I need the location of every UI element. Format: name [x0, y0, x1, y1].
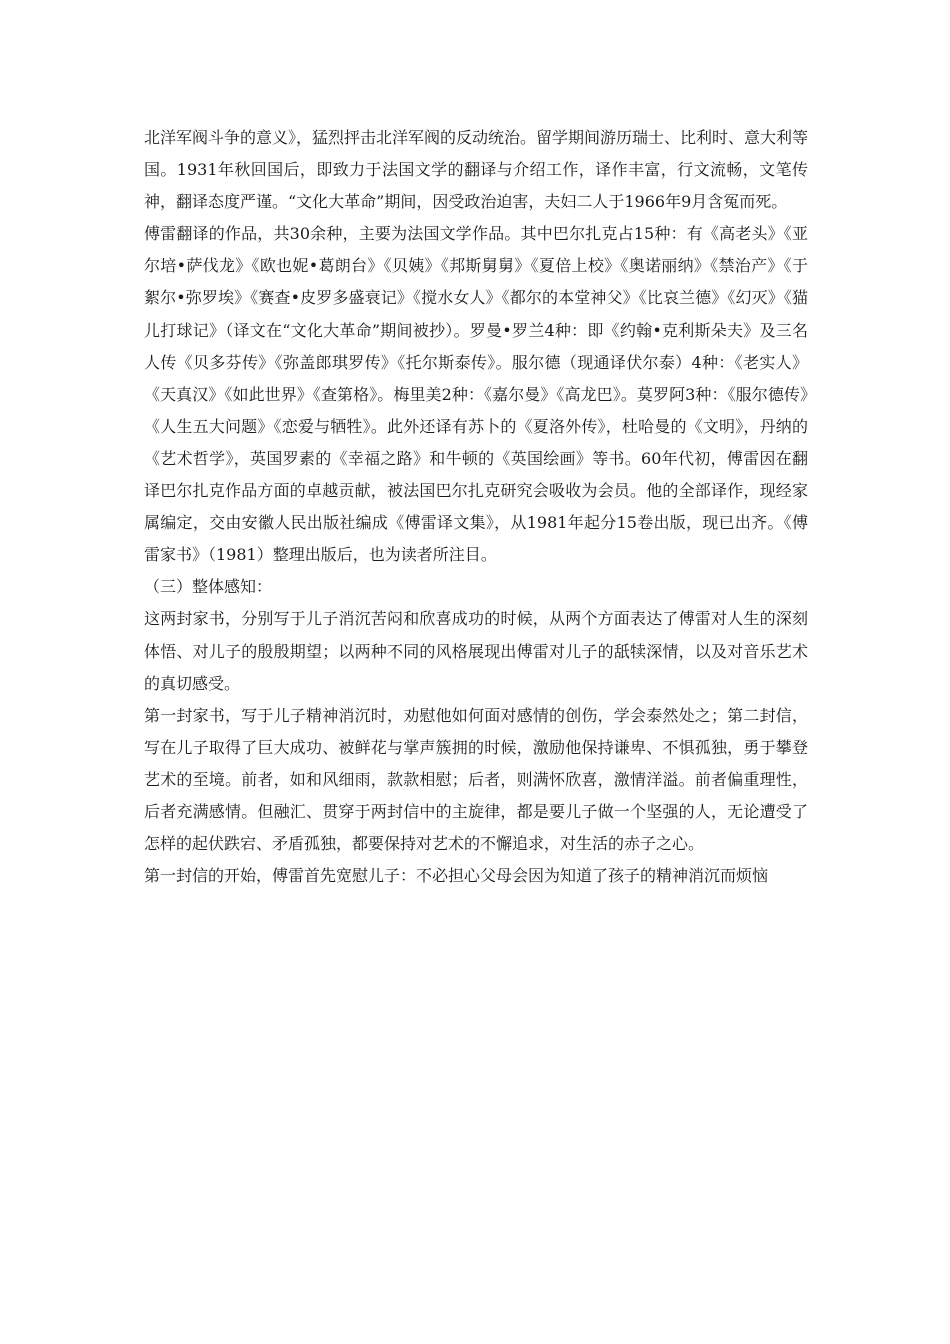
section-heading: （三）整体感知：	[144, 577, 273, 597]
paragraph-translated-works: 傅雷翻译的作品，共30余种，主要为法国文学作品。其中巴尔扎克占15种：有《高老头》《亚尔培•萨伐龙》《欧也妮•葛朗台》《贝姨》《邦斯舅舅》《夏倍上校》《奥诺丽纳》《禁治产》《于絮尔•弥罗埃》《赛查•皮罗多盛衰记》《搅水女人》《都尔的本堂神父》《比哀兰德》《幻灭》《猫儿打球记》（译文在“文化大革命”期间被抄）。罗曼•罗兰4种：即《约翰•克利斯朵夫》及三名人传《贝多芬传》《弥盖郎琪罗传》《托尔斯泰传》。服尔德（现通译伏尔泰）4种：《老实人》《天真汉》《如此世界》《查第格》。梅里美2种：《嘉尔曼》《高龙巴》。莫罗阿3种：《服尔德传》《人生五大问题》《恋爱与牺牲》。此外还译有苏卜的《夏洛外传》，杜哈曼的《文明》，丹纳的《艺术哲学》，英国罗素的《幸福之路》和牛顿的《英国绘画》等书。60年代初，傅雷因在翻译巴尔扎克作品方面的卓越贡献，被法国巴尔扎克研究会吸收为会员。他的全部译作，现经家属编定，交由安徽人民出版社编成《傅雷译文集》，从1981年起分15卷出版，现已出齐。《傅雷家书》（1981）整理出版后，也为读者所注目。	[144, 224, 808, 565]
document-body	[144, 122, 808, 892]
paragraph-biography-end: 北洋军阀斗争的意义》，猛烈抨击北洋军阀的反动统治。留学期间游历瑞士、比利时、意大利等国。1931年秋回国后，即致力于法国文学的翻译与介绍工作，译作丰富，行文流畅，文笔传神，翻译态度严谨。“文化大革命”期间，因受政治迫害，夫妇二人于1966年9月含冤而死。	[144, 128, 809, 212]
paragraph-two-letters: 第一封家书，写于儿子精神消沉时，劝慰他如何面对感情的创伤，学会泰然处之；第二封信，写在儿子取得了巨大成功、被鲜花与掌声簇拥的时候，激励他保持谦卑、不惧孤独，勇于攀登艺术的至境。前者，如和风细雨，款款相慰；后者，则满怀欣喜，激情洋溢。前者偏重理性，后者充满感情。但融汇、贯穿于两封信中的主旋律，都是要儿子做一个坚强的人，无论遭受了怎样的起伏跌宕、矛盾孤独，都要保持对艺术的不懈追求，对生活的赤子之心。	[144, 705, 808, 854]
paragraph-first-letter: 第一封信的开始，傅雷首先宽慰儿子：不必担心父母会因为知道了孩子的精神消沉而烦恼	[144, 866, 769, 886]
paragraph-overview: 这两封家书，分别写于儿子消沉苦闷和欣喜成功的时候，从两个方面表达了傅雷对人生的深刻体悟、对儿子的殷殷期望；以两种不同的风格展现出傅雷对儿子的舐犊深情，以及对音乐艺术的真切感受。	[144, 609, 808, 693]
